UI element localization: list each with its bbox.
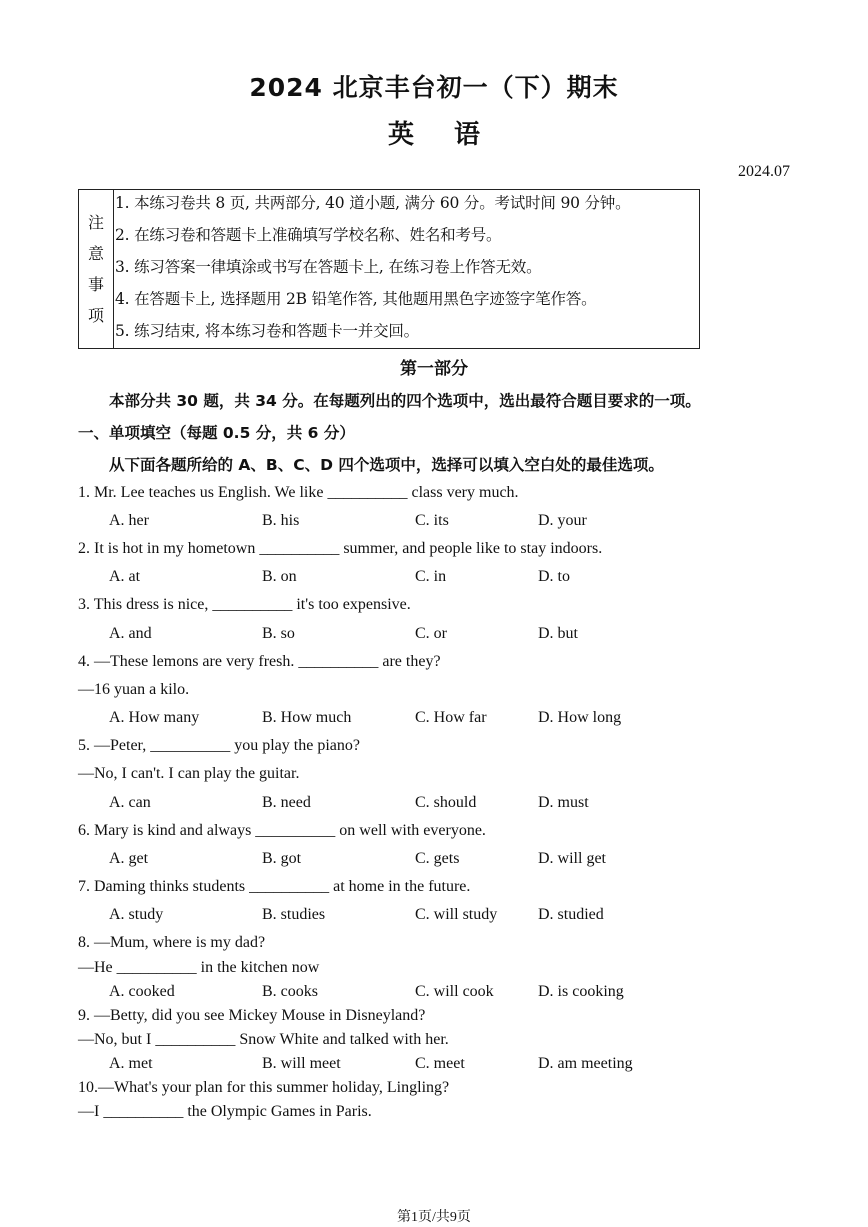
question-text: 5. —Peter, __________ you play the piano?	[78, 737, 360, 754]
answer-option: C. will study	[415, 906, 498, 923]
question-text: 10.—What's your plan for this summer holiday, Lingling?	[78, 1079, 450, 1096]
answer-option: D. is cooking	[538, 983, 624, 1000]
section-instruction: 从下面各题所给的 A、B、C、D 四个选项中，选择可以填入空白处的最佳选项。	[109, 456, 664, 474]
answer-option: D. am meeting	[538, 1055, 633, 1072]
notice-line: 2. 在练习卷和答题卡上准确填写学校名称、姓名和考号。	[115, 226, 502, 244]
question-text: 3. This dress is nice, __________ it's too expensive.	[78, 596, 411, 613]
answer-option: B. studies	[262, 906, 326, 923]
question-text: 7. Daming thinks students __________ at home in the future.	[78, 878, 471, 895]
answer-option: D. your	[538, 512, 587, 529]
answer-option: C. will cook	[415, 983, 494, 1000]
question-text: 9. —Betty, did you see Mickey Mouse in Disneyland?	[78, 1007, 426, 1024]
answer-option: A. met	[109, 1055, 153, 1072]
answer-option: C. its	[415, 512, 449, 529]
answer-option: D. How long	[538, 709, 622, 726]
answer-option: D. but	[538, 625, 578, 642]
answer-option: B. so	[262, 625, 295, 642]
answer-option: A. her	[109, 512, 149, 529]
answer-option: D. studied	[538, 906, 604, 923]
notice-line: 3. 练习答案一律填涂或书写在答题卡上, 在练习卷上作答无效。	[115, 258, 542, 276]
question-text: 8. —Mum, where is my dad?	[78, 934, 266, 951]
question-text: 6. Mary is kind and always __________ on well with everyone.	[78, 822, 486, 839]
notice-line: 5. 练习结束, 将本练习卷和答题卡一并交回。	[115, 322, 419, 340]
answer-option: B. on	[262, 568, 297, 585]
notice-heading-char: 意	[87, 244, 104, 263]
part-title: 第一部分	[400, 359, 468, 379]
answer-option: B. will meet	[262, 1055, 341, 1072]
answer-option: C. or	[415, 625, 447, 642]
question-text: —I __________ the Olympic Games in Paris.	[78, 1103, 372, 1120]
answer-option: B. got	[262, 850, 302, 867]
answer-option: D. to	[538, 568, 570, 585]
question-text: —No, I can't. I can play the guitar.	[78, 765, 300, 782]
notice-line: 1. 本练习卷共 8 页, 共两部分, 40 道小题, 满分 60 分。考试时间 90 分钟。	[115, 194, 631, 212]
answer-option: B. his	[262, 512, 300, 529]
answer-option: B. need	[262, 794, 311, 811]
subject-title: 英语	[387, 120, 520, 150]
answer-option: A. at	[109, 568, 141, 585]
section-heading: 一、单项填空（每题 0.5 分，共 6 分）	[78, 424, 355, 442]
answer-option: D. will get	[538, 850, 606, 867]
notice-heading-char: 项	[87, 306, 104, 325]
question-text: —He __________ in the kitchen now	[78, 959, 320, 976]
question-text: —No, but I __________ Snow White and talked with her.	[78, 1031, 449, 1048]
answer-option: C. gets	[415, 850, 460, 867]
answer-option: A. cooked	[109, 983, 175, 1000]
notice-lines	[115, 190, 699, 350]
notice-heading	[79, 190, 114, 348]
answer-option: A. and	[109, 625, 152, 642]
notice-heading-char: 事	[87, 275, 104, 294]
answer-option: A. How many	[109, 709, 200, 726]
question-text: 2. It is hot in my hometown __________ summer, and people like to stay indoors.	[78, 540, 603, 557]
question-text: 1. Mr. Lee teaches us English. We like __________ class very much.	[78, 484, 519, 501]
page-title: 2024 北京丰台初一（下）期末	[249, 73, 619, 102]
answer-option: B. How much	[262, 709, 352, 726]
question-text: 4. —These lemons are very fresh. __________ are they?	[78, 653, 441, 670]
answer-option: B. cooks	[262, 983, 318, 1000]
exam-date: 2024.07	[738, 163, 790, 180]
question-text: —16 yuan a kilo.	[78, 681, 190, 698]
notice-line: 4. 在答题卡上, 选择题用 2B 铅笔作答, 其他题用黑色字迹签字笔作答。	[115, 290, 597, 308]
answer-option: C. meet	[415, 1055, 465, 1072]
answer-option: C. How far	[415, 709, 487, 726]
answer-option: C. in	[415, 568, 447, 585]
answer-option: A. study	[109, 906, 164, 923]
notice-box	[78, 189, 700, 349]
part-intro: 本部分共 30 题，共 34 分。在每题列出的四个选项中，选出最符合题目要求的一项。	[109, 392, 701, 410]
answer-option: A. can	[109, 794, 151, 811]
notice-heading-char: 注	[87, 213, 104, 232]
answer-option: C. should	[415, 794, 477, 811]
answer-option: D. must	[538, 794, 589, 811]
page-footer: 第1页/共9页	[397, 1210, 471, 1225]
answer-option: A. get	[109, 850, 149, 867]
